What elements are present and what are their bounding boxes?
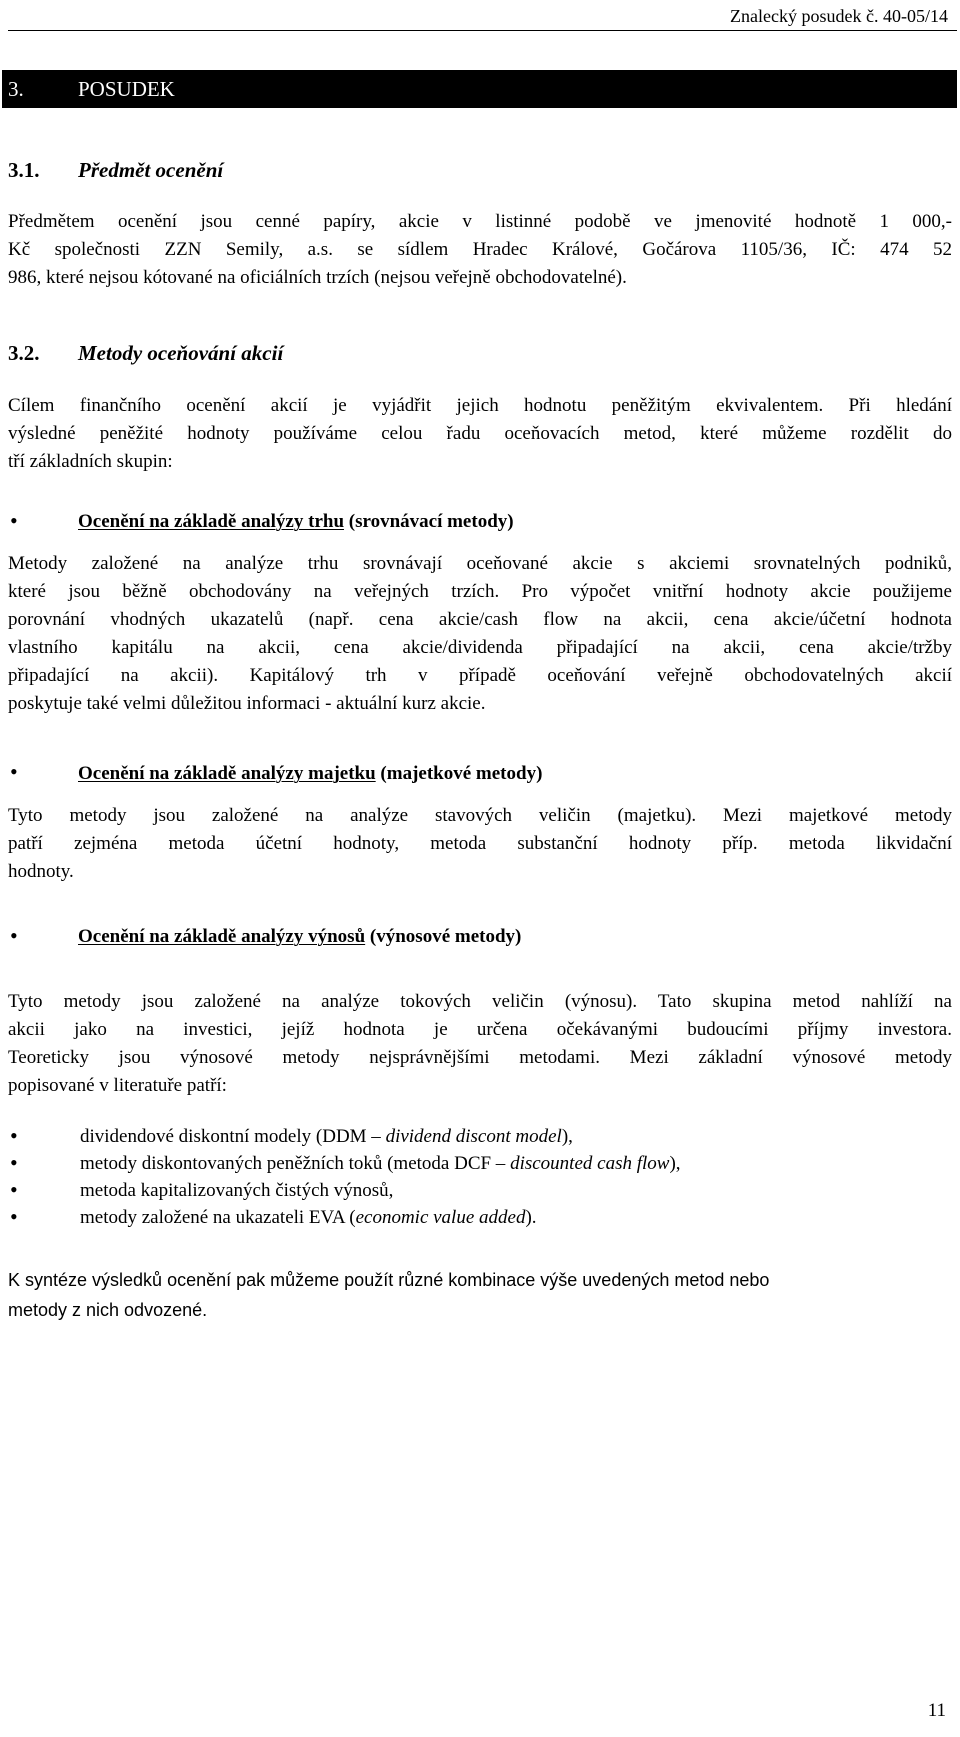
bullet-heading-income (78, 923, 521, 951)
bullet-icon: • (10, 1150, 18, 1175)
bullet-heading-rest: (srovnávací metody) (344, 511, 514, 532)
section-number: 3. (8, 77, 24, 101)
list-item-italic: dividend discont model (385, 1126, 562, 1147)
page-number: 11 (927, 1700, 946, 1721)
market-methods-paragraph (8, 550, 952, 718)
paragraph-line: patří zejména metoda účetní hodnoty, metoda substanční hodnoty příp. metoda likvidační (8, 833, 952, 854)
paragraph-line: tří základních skupin: (8, 451, 173, 472)
asset-methods-paragraph (8, 802, 952, 886)
income-methods-paragraph (8, 988, 952, 1100)
bullet-heading-rest: (výnosové metody) (365, 926, 522, 947)
paragraph-line: Předmětem ocenění jsou cenné papíry, akcie v listinné podobě ve jmenovité hodnotě 1 000,- (8, 211, 952, 232)
subsection-number-3-2: 3.2. (8, 341, 40, 365)
paragraph-line: Kč společnosti ZZN Semily, a.s. se sídlem Hradec Králové, Gočárova 1105/36, IČ: 474 52 (8, 239, 952, 260)
bullet-heading-rest: (majetkové metody) (375, 763, 543, 784)
list-item (80, 1151, 681, 1177)
paragraph-line: které jsou běžně obchodovány na veřejných trzích. Pro výpočet vnitřní hodnoty akcie použijeme (8, 581, 952, 602)
bullet-icon: • (10, 759, 18, 784)
list-item-text: dividendové diskontní modely (DDM – (80, 1126, 386, 1147)
subject-paragraph (8, 208, 952, 292)
conclusion-paragraph (8, 1265, 952, 1325)
bullet-icon: • (10, 508, 18, 533)
paragraph-line: popisované v literatuře patří: (8, 1075, 227, 1096)
list-item-italic: discounted cash flow (510, 1153, 670, 1174)
paragraph-line: Metody založené na analýze trhu srovnávají oceňované akcie s akciemi srovnatelných podniků, (8, 553, 952, 574)
paragraph-line: vlastního kapitálu na akcii, cena akcie/dividenda připadající na akcii, cena akcie/tržby (8, 637, 952, 658)
section-heading-bar (2, 70, 957, 108)
running-header: Znalecký posudek č. 40-05/14 (730, 6, 948, 26)
list-item-text: metody diskontovaných peněžních toků (metoda DCF – (80, 1153, 511, 1174)
paragraph-line: poskytuje také velmi důležitou informaci - aktuální kurz akcie. (8, 693, 486, 714)
paragraph-line: připadající na akcii). Kapitálový trh v případě oceňování veřejně obchodovatelných akcií (8, 665, 952, 686)
section-title: POSUDEK (78, 77, 175, 101)
paragraph-line: Teoreticky jsou výnosové metody nejsprávnějšími metodami. Mezi základní výnosové metody (8, 1047, 952, 1068)
bullet-heading-market (78, 508, 514, 536)
paragraph-line: Tyto metody jsou založené na analýze tokových veličin (výnosu). Tato skupina metod nahlíží na (8, 991, 952, 1012)
list-item-italic: economic value added (355, 1207, 526, 1228)
bullet-heading-underlined: Ocenění na základě analýzy trhu (78, 511, 345, 532)
paragraph-line: 986, které nejsou kótované na oficiálních trzích (nejsou veřejně obchodovatelné). (8, 267, 627, 288)
paragraph-line: akcii jako na investici, jejíž hodnota je určena očekávanými budoucími příjmy investora. (8, 1019, 952, 1040)
list-item (80, 1178, 393, 1204)
bullet-heading-assets (78, 760, 542, 788)
subsection-title-3-1: Předmět ocenění (78, 158, 224, 182)
list-item-text: ), (561, 1126, 573, 1147)
header-divider (8, 30, 957, 31)
paragraph-line: K syntéze výsledků ocenění pak můžeme použít různé kombinace výše uvedených metod nebo (8, 1270, 770, 1290)
paragraph-line: Tyto metody jsou založené na analýze stavových veličin (majetku). Mezi majetkové metody (8, 805, 952, 826)
bullet-heading-underlined: Ocenění na základě analýzy majetku (78, 763, 376, 784)
list-item-text: metoda kapitalizovaných čistých výnosů, (80, 1180, 394, 1201)
bullet-icon: • (10, 1177, 18, 1202)
paragraph-line: výsledné peněžité hodnoty používáme celou řadu oceňovacích metod, které můžeme rozdělit do (8, 423, 952, 444)
list-item-text: ), (669, 1153, 681, 1174)
bullet-icon: • (10, 1204, 18, 1229)
subsection-title-3-2: Metody oceňování akcií (78, 341, 284, 365)
bullet-heading-underlined: Ocenění na základě analýzy výnosů (78, 926, 366, 947)
subsection-number-3-1: 3.1. (8, 158, 40, 182)
list-item (80, 1205, 537, 1231)
paragraph-line: Cílem finančního ocenění akcií je vyjádřit jejich hodnotu peněžitým ekvivalentem. Při hledání (8, 395, 952, 416)
paragraph-line: hodnoty. (8, 861, 74, 882)
bullet-icon: • (10, 1123, 18, 1148)
list-item (80, 1124, 573, 1150)
bullet-icon: • (10, 923, 18, 948)
paragraph-line: metody z nich odvozené. (8, 1300, 208, 1320)
list-item-text: metody založené na ukazateli EVA ( (80, 1207, 356, 1228)
list-item-text: ). (525, 1207, 537, 1228)
paragraph-line: porovnání vhodných ukazatelů (např. cena akcie/cash flow na akcii, cena akcie/účetní hodnota (8, 609, 952, 630)
methods-intro-paragraph (8, 392, 952, 476)
